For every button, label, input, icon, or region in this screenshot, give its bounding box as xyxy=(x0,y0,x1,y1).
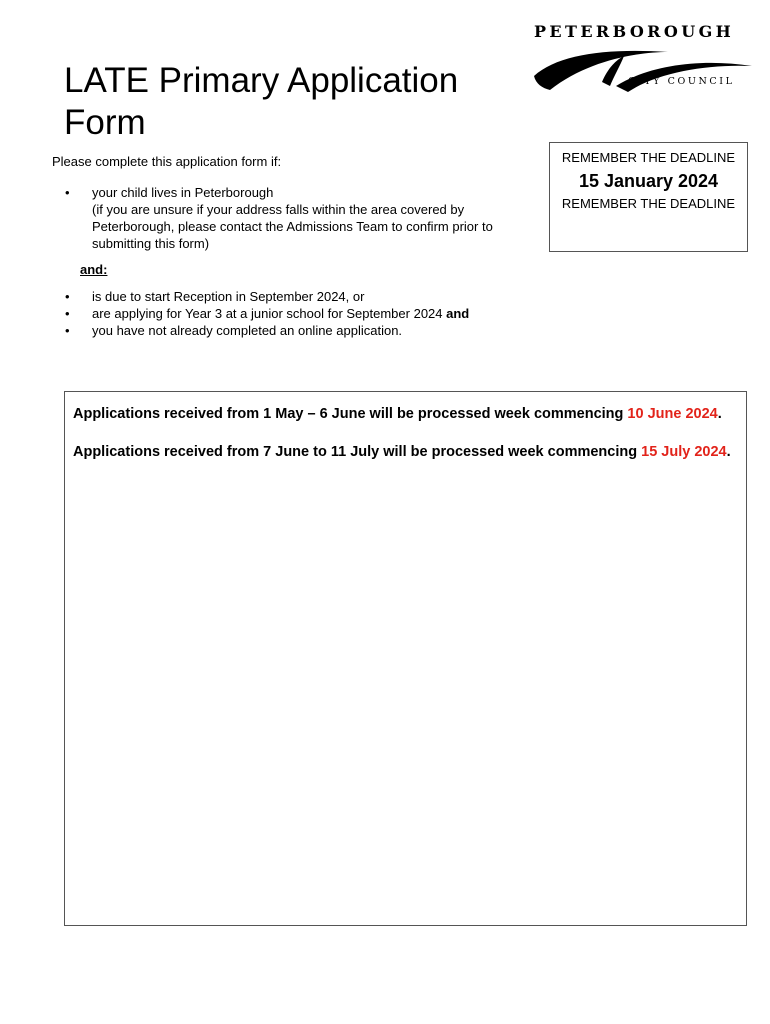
deadline-box xyxy=(549,142,748,252)
eligibility-list xyxy=(52,184,542,252)
list-item-text: your child lives in Peterborough xyxy=(92,185,274,200)
deadline-reminder-top: REMEMBER THE DEADLINE xyxy=(561,150,736,165)
notice-paragraph-2 xyxy=(73,442,738,462)
deadline-date: 15 January 2024 xyxy=(578,171,719,191)
notice-text: Applications received from 1 May – 6 June will be processed week commencing xyxy=(73,406,628,422)
logo-bottom-text: CITY COUNCIL xyxy=(628,76,735,87)
notice-text: Applications received from 7 June to 11 July will be processed week commencing xyxy=(73,444,642,460)
processing-notice-box xyxy=(64,391,747,926)
list-item xyxy=(52,305,572,322)
intro-text: Please complete this application form if: xyxy=(52,154,282,169)
notice-punct: . xyxy=(717,406,722,422)
deadline-reminder-bottom: REMEMBER THE DEADLINE xyxy=(561,196,736,211)
list-item-text: are applying for Year 3 at a junior school for September 2024 xyxy=(92,306,447,321)
notice-date: 10 June 2024 xyxy=(627,406,718,422)
list-item xyxy=(52,184,542,252)
and-label: and: xyxy=(80,262,108,277)
notice-paragraph-1 xyxy=(73,404,738,424)
list-item-text: you have not already completed an online application. xyxy=(92,323,403,338)
notice-date: 15 July 2024 xyxy=(641,444,727,460)
bullet-icon: • xyxy=(65,323,70,338)
list-item-text: is due to start Reception in September 2024, or xyxy=(92,289,365,304)
logo-swoosh-icon xyxy=(528,46,756,98)
list-item xyxy=(52,322,572,339)
list-item-bold: and xyxy=(446,306,470,321)
bullet-icon: • xyxy=(65,289,70,304)
conditions-list xyxy=(52,288,572,339)
list-item-subtext: (if you are unsure if your address falls within the area covered by Peterborough, please contact the Admissions Team to confirm prior to submitting this form) xyxy=(92,202,493,251)
notice-punct: . xyxy=(726,444,731,460)
list-item xyxy=(52,288,572,305)
page-title: LATE Primary Application Form xyxy=(64,61,459,142)
bullet-icon: • xyxy=(65,185,70,200)
bullet-icon: • xyxy=(65,306,70,321)
logo-top-text: PETERBOROUGH xyxy=(534,22,735,41)
peterborough-city-council-logo xyxy=(528,18,756,98)
